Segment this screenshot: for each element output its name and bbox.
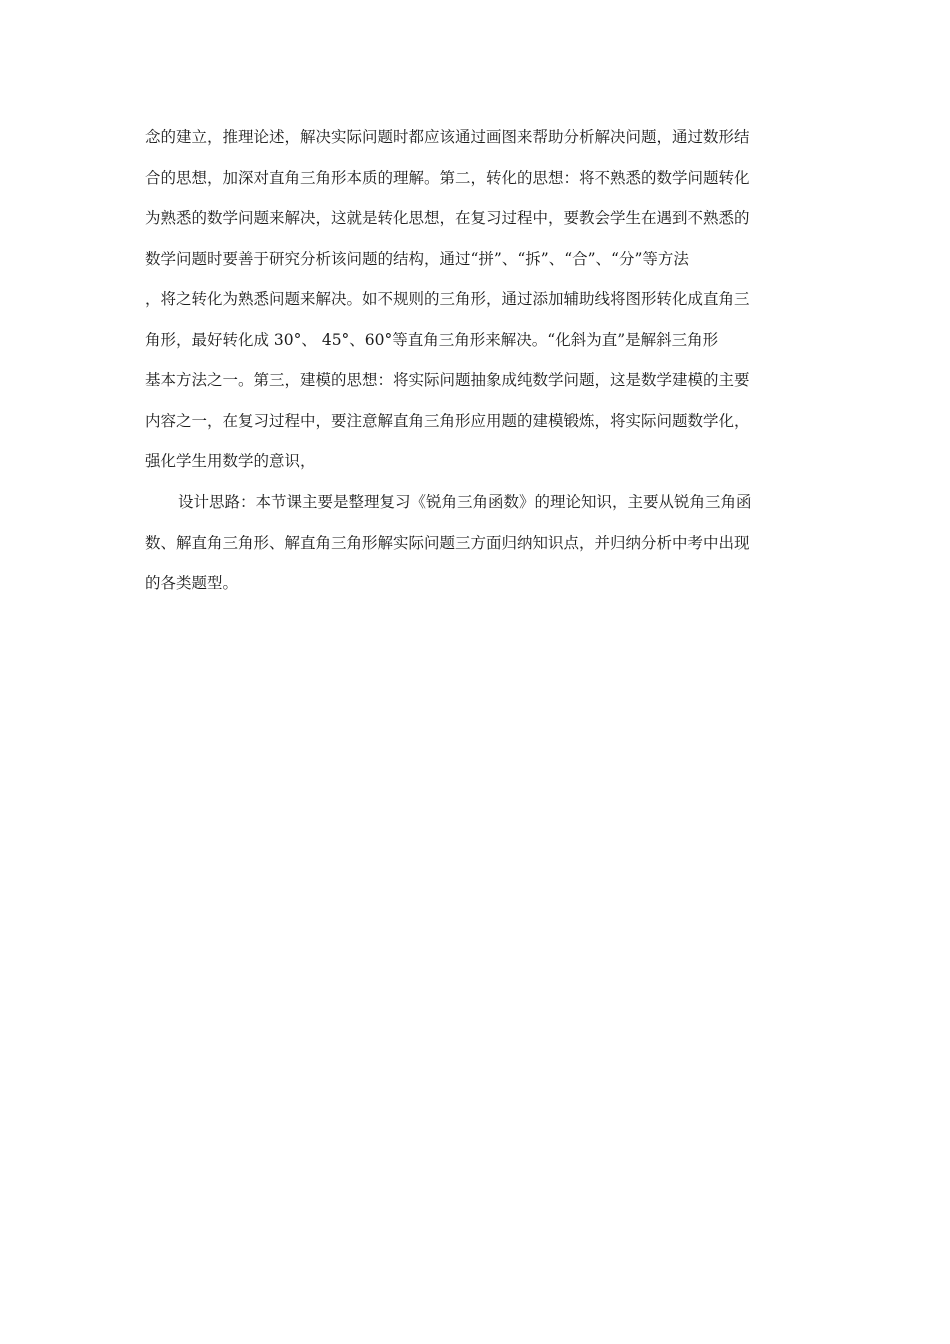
text-line: 数学问题时要善于研究分析该问题的结构，通过“拼”、“拆”、“合”、“分”等方法 — [145, 249, 689, 268]
text-line: 为熟悉的数学问题来解决，这就是转化思想，在复习过程中，要教会学生在遇到不熟悉的 — [145, 209, 750, 227]
text-line: 合的思想，加深对直角三角形本质的理解。第二，转化的思想：将不熟悉的数学问题转化 — [145, 168, 750, 187]
text-line: 的各类题型。 — [145, 574, 239, 592]
text-line: 念的建立，推理论述，解决实际问题时都应该通过画图来帮助分析解决问题，通过数形结 — [145, 128, 750, 146]
paragraph-thinking-methods — [145, 117, 810, 482]
text-line: 强化学生用数学的意识， — [145, 452, 316, 470]
text-line: 基本方法之一。第三，建模的思想：将实际问题抽象成纯数学问题，这是数学建模的主要 — [145, 371, 750, 389]
text-line: 数、解直角三角形、解直角三角形解实际问题三方面归纳知识点，并归纳分析中考中出现 — [145, 533, 750, 552]
text-line: ，将之转化为熟悉问题来解决。如不规则的三角形，通过添加辅助线将图形转化成直角三 — [145, 290, 750, 308]
paragraph-design-idea — [145, 482, 810, 604]
text-line: 内容之一，在复习过程中，要注意解直角三角形应用题的建模锻炼，将实际问题数学化， — [145, 411, 750, 430]
text-line: 角形，最好转化成 30°、 45°、60°等直角三角形来解决。“化斜为直”是解斜三角形 — [145, 330, 719, 349]
text-line: 设计思路：本节课主要是整理复习《锐角三角函数》的理论知识，主要从锐角三角函 — [178, 493, 752, 511]
